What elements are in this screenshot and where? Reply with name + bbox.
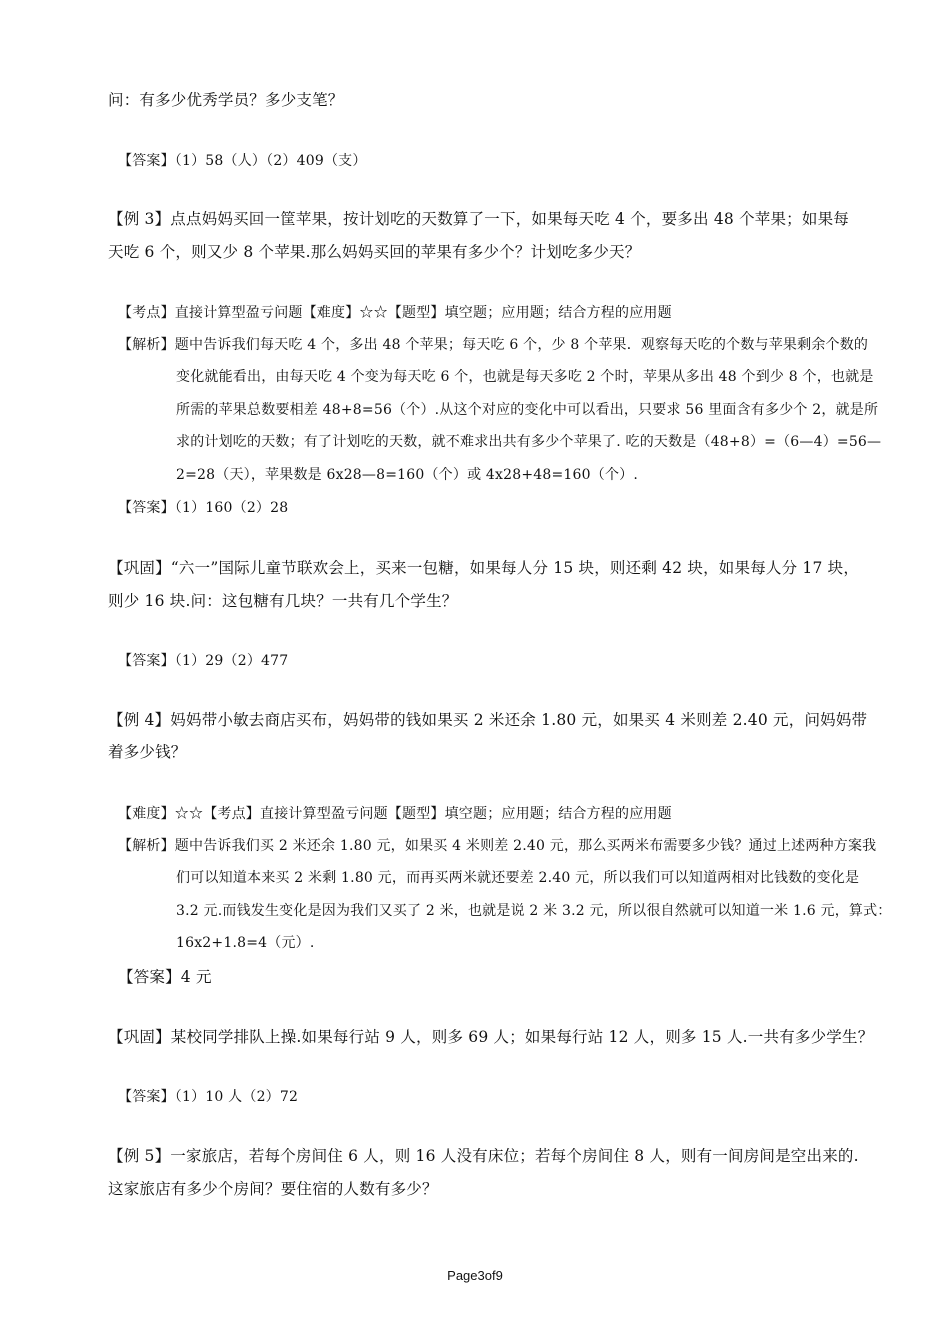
example-3-analysis: 2=28（天），苹果数是 6x28—8=160（个）或 4x28+48=160（个）. [176,467,638,483]
example-3-answer: 【答案】（1）160（2）28 [118,500,289,516]
example-3-text: 天吃 6 个，则又少 8 个苹果.那么妈妈买回的苹果有多少个？计划吃多少天？ [108,243,641,261]
example-4-meta: 【难度】☆☆【考点】直接计算型盈亏问题【题型】填空题；应用题；结合方程的应用题 [118,806,672,822]
example-4-text: 【例 4】妈妈带小敏去商店买布，妈妈带的钱如果买 2 米还余 1.80 元，如果买 4 米则差 2.40 元，问妈妈带 [108,711,868,729]
example-4-text: 着多少钱？ [108,743,187,761]
consolidation-answer: 【答案】（1）10 人（2）72 [118,1089,299,1105]
example-4-answer: 【答案】4 元 [118,968,212,986]
example-3-analysis: 【解析】题中告诉我们每天吃 4 个，多出 48 个苹果；每天吃 6 个，少 8 个苹果．观察每天吃的个数与苹果剩余个数的 [118,337,869,353]
example-3-meta: 【考点】直接计算型盈亏问题【难度】☆☆【题型】填空题；应用题；结合方程的应用题 [118,305,672,321]
example-3-analysis: 变化就能看出，由每天吃 4 个变为每天吃 6 个，也就是每天多吃 2 个时，苹果从多出 48 个到少 8 个，也就是 [176,369,874,385]
example-4-analysis: 【解析】题中告诉我们买 2 米还余 1.80 元，如果买 4 米则差 2.40 元，那么买两米布需要多少钱？通过上述两种方案我 [118,838,877,854]
example-4-analysis: 16x2+1.8=4（元）. [176,935,315,951]
page-number: Page3of9 [447,1268,503,1283]
question-text: 问：有多少优秀学员？多少支笔？ [108,91,344,109]
example-3-analysis: 所需的苹果总数要相差 48+8=56（个）.从这个对应的变化中可以看出，只要求 56 里面含有多少个 2，就是所 [176,402,879,418]
consolidation-text: 则少 16 块.问：这包糖有几块？一共有几个学生？ [108,592,458,610]
consolidation-answer: 【答案】（1）29（2）477 [118,653,289,669]
example-3-analysis: 求的计划吃的天数；有了计划吃的天数，就不难求出共有多少个苹果了. 吃的天数是（48+8）=（6—4）=56— [176,434,882,450]
example-4-analysis: 们可以知道本来买 2 米剩 1.80 元，而再买两米就还要差 2.40 元，所以我们可以知道两相对比钱数的变化是 [176,870,860,886]
answer-line: 【答案】（1）58（人）（2）409（支） [118,153,367,169]
consolidation-text: 【巩固】某校同学排队上操.如果每行站 9 人，则多 69 人；如果每行站 12 人，则多 15 人.一共有多少学生？ [108,1028,874,1046]
example-3-text: 【例 3】点点妈妈买回一筐苹果，按计划吃的天数算了一下，如果每天吃 4 个，要多出 48 个苹果；如果每 [108,210,849,228]
example-5-text: 这家旅店有多少个房间？要住宿的人数有多少？ [108,1180,438,1198]
example-4-analysis: 3.2 元.而钱发生变化是因为我们又买了 2 米，也就是说 2 米 3.2 元，所以很自然就可以知道一米 1.6 元，算式： [176,903,892,919]
consolidation-text: 【巩固】“六一”国际儿童节联欢会上，买来一包糖，如果每人分 15 块，则还剩 42 块，如果每人分 17 块， [108,559,860,577]
example-5-text: 【例 5】一家旅店，若每个房间住 6 人，则 16 人没有床位；若每个房间住 8 人，则有一间房间是空出来的. [108,1147,859,1165]
